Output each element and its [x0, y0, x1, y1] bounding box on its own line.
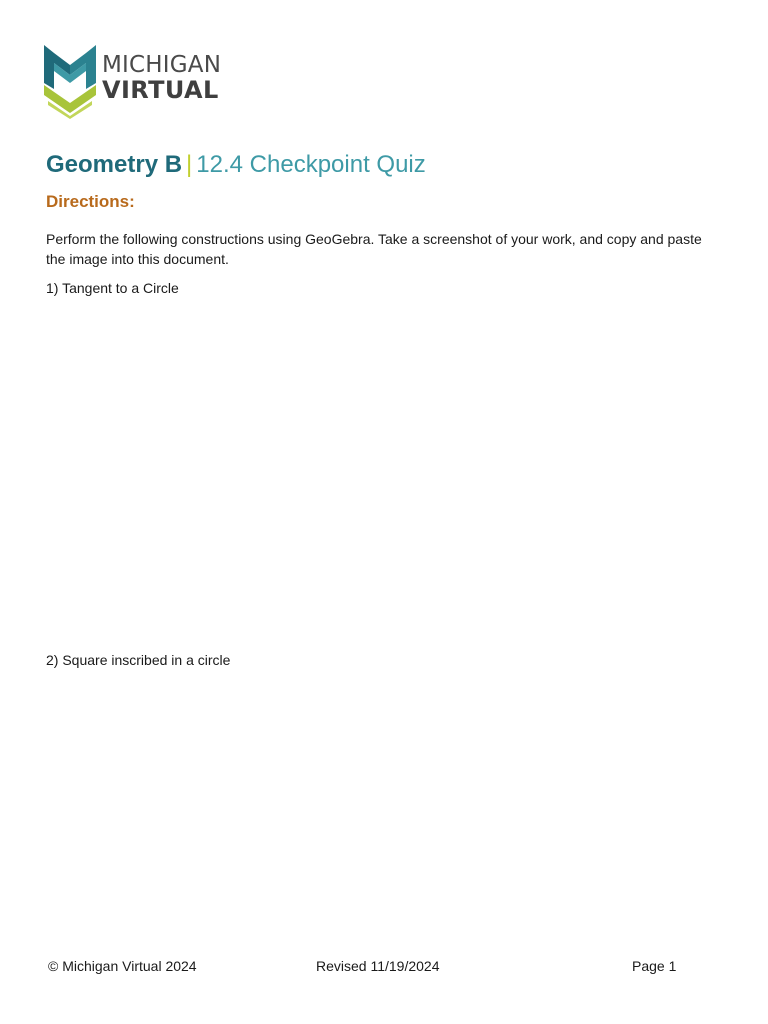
question-2-label: 2) Square inscribed in a circle [46, 652, 231, 668]
course-title: Geometry B [46, 151, 183, 178]
logo-line-1: MICHIGAN [102, 52, 222, 78]
quiz-title: 12.4 Checkpoint Quiz [196, 151, 426, 178]
footer-copyright: © Michigan Virtual 2024 [48, 958, 197, 974]
logo-line-2: VIRTUAL [102, 76, 219, 104]
footer-page-number: Page 1 [632, 958, 677, 974]
logo-mark-icon [44, 45, 98, 119]
footer-revised-date: Revised 11/19/2024 [316, 958, 440, 974]
directions-text: Perform the following constructions using GeoGebra. Take a screenshot of your work, and copy and paste the image into this document. [46, 231, 702, 267]
directions-heading: Directions: [46, 192, 135, 211]
document-title [46, 150, 426, 180]
question-1-label: 1) Tangent to a Circle [46, 280, 179, 296]
title-separator: | [186, 151, 193, 178]
michigan-virtual-logo [44, 45, 234, 119]
